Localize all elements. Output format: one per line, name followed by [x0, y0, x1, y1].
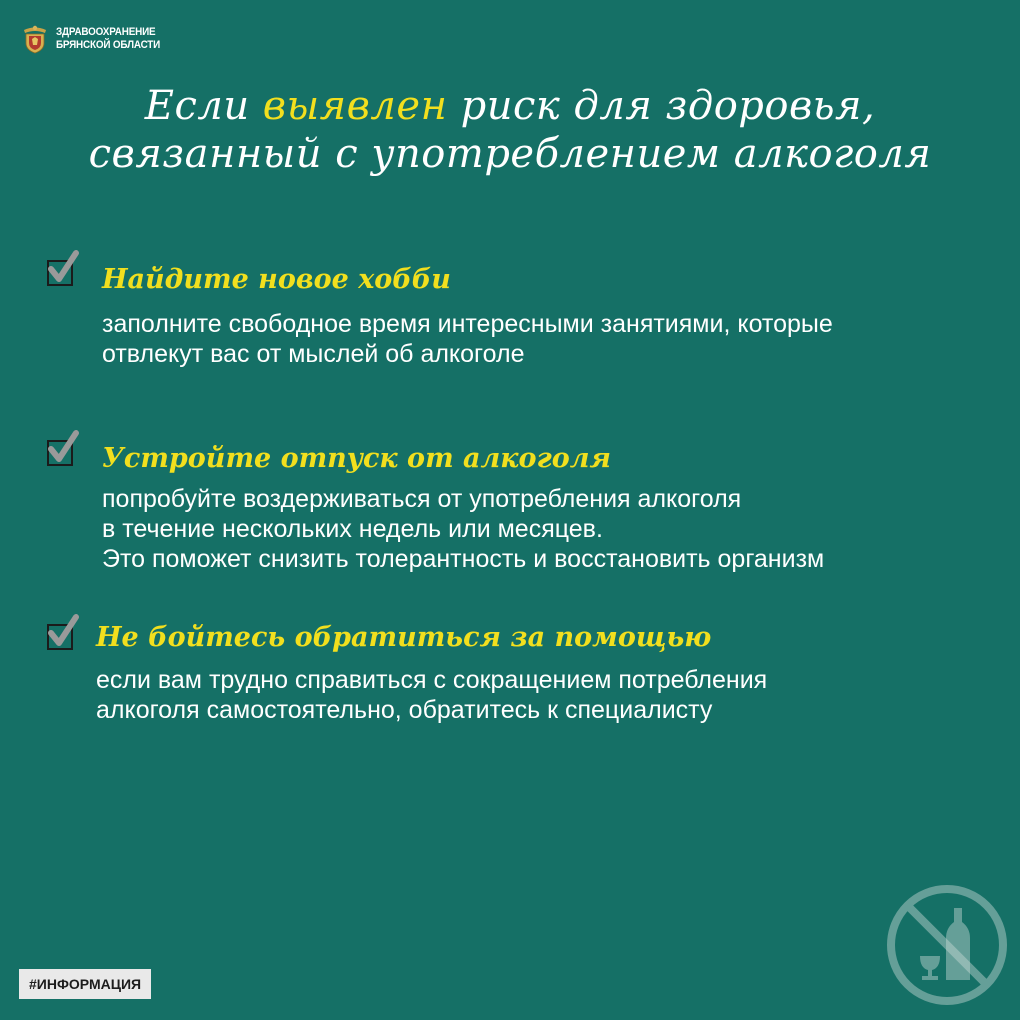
- tip-line: если вам трудно справиться с сокращением потребления: [96, 666, 768, 694]
- headline-line-1: [0, 82, 1020, 130]
- tip-title: Найдите новое хобби: [102, 264, 451, 295]
- tip-line: отвлекут вас от мыслей об алкоголе: [102, 340, 525, 368]
- brand-line-2: БРЯНСКОЙ ОБЛАСТИ: [56, 39, 161, 51]
- tip-line: попробуйте воздерживаться от употребления алкоголя: [102, 485, 742, 513]
- brand-name: [56, 26, 160, 52]
- tip-line: алкоголя самостоятельно, обратитесь к специалисту: [96, 696, 713, 724]
- tip-line: Это поможет снизить толерантность и восстановить организм: [102, 545, 825, 573]
- tip-title: Не бойтесь обратиться за помощью: [96, 622, 712, 653]
- brand-logo: [20, 24, 172, 54]
- checkmark-icon: [47, 250, 81, 286]
- checkmark-icon: [47, 430, 81, 466]
- checkbox: [47, 440, 73, 466]
- tip-line: заполните свободное время интересными занятиями, которые: [102, 310, 833, 338]
- no-alcohol-icon: [884, 882, 1010, 1008]
- tip-description: [102, 484, 824, 574]
- page-title: [0, 82, 1020, 178]
- coat-of-arms-icon: [20, 24, 50, 54]
- brand-line-1: ЗДРАВООХРАНЕНИЕ: [56, 26, 156, 38]
- tip-line: в течение нескольких недель или месяцев.: [102, 515, 603, 543]
- headline-text: Если: [144, 83, 263, 129]
- hashtag-badge: #ИНФОРМАЦИЯ: [19, 969, 151, 999]
- tip-description: [102, 309, 833, 369]
- tip-description: [96, 665, 767, 725]
- headline-text: риск для здоровья,: [447, 83, 876, 129]
- checkbox: [47, 260, 73, 286]
- checkmark-icon: [47, 614, 81, 650]
- tip-title: Устройте отпуск от алкоголя: [102, 443, 612, 474]
- headline-highlight: выявлен: [262, 83, 448, 129]
- headline-line-2: связанный с употреблением алкоголя: [88, 131, 932, 177]
- checkbox: [47, 624, 73, 650]
